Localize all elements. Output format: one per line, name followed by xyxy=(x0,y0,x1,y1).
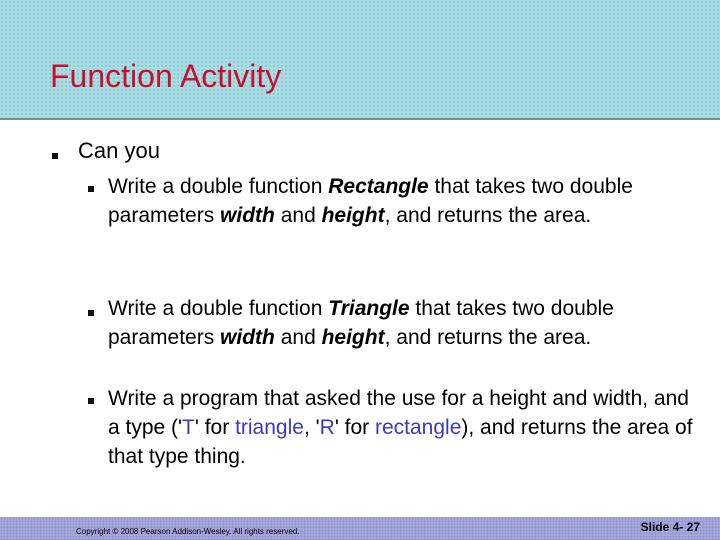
slide-title: Function Activity xyxy=(50,58,282,94)
list-item-rectangle: Write a double function Rectangle that takes two double parameters width and height, and returns the area. xyxy=(108,175,633,227)
bullet-square-icon xyxy=(88,310,94,316)
bullet-square-icon xyxy=(88,398,94,404)
list-item-triangle: Write a double function Triangle that takes two double parameters width and height, and returns the area. xyxy=(108,297,614,349)
title-divider xyxy=(0,118,720,120)
intro-text: Can you xyxy=(78,138,160,163)
bullet-square-icon xyxy=(88,186,94,192)
copyright-text: Copyright © 2008 Pearson Addison-Wesley. All rights reserved. xyxy=(76,527,300,536)
list-item-program: Write a program that asked the use for a height and width, and a type ('T' for triangle, 'R' for rectangle), and returns the area of that type thing. xyxy=(108,387,693,468)
bullet-square-icon xyxy=(52,153,58,159)
slide-number: Slide 4- 27 xyxy=(640,520,700,534)
